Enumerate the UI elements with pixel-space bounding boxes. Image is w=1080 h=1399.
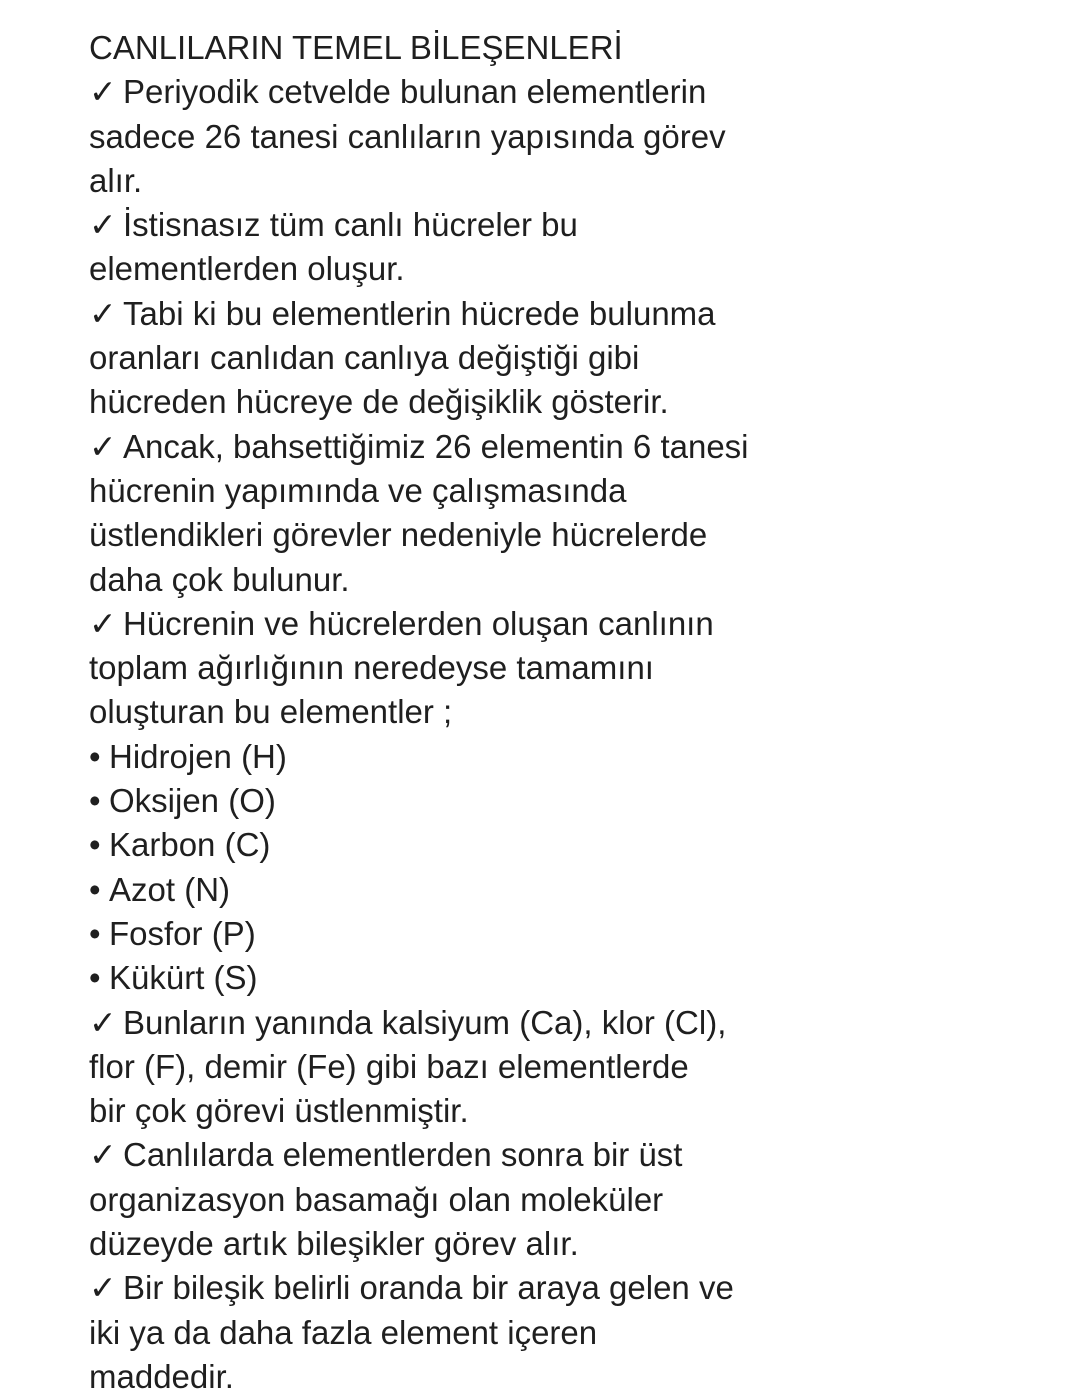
- bullet-icon: •: [89, 826, 101, 864]
- line-text: İstisnasız tüm canlı hücreler bu: [123, 206, 578, 244]
- bullet-item-line: [89, 868, 1049, 912]
- check-mark-icon: ✓: [89, 604, 117, 642]
- line-text: Fosfor (P): [109, 914, 256, 952]
- line-text: Hücrenin ve hücrelerden oluşan canlının: [123, 604, 714, 642]
- line-text: oranları canlıdan canlıya değiştiği gibi: [89, 339, 640, 377]
- document-body: [89, 26, 1049, 1399]
- line-text: flor (F), demir (Fe) gibi bazı elementlerde: [89, 1047, 689, 1085]
- bullet-item-line: [89, 912, 1049, 956]
- line-text: sadece 26 tanesi canlıların yapısında görev: [89, 117, 726, 155]
- bullet-item-line: [89, 823, 1049, 867]
- bullet-icon: •: [89, 914, 101, 952]
- check-item-line: [89, 70, 1049, 114]
- check-mark-icon: ✓: [89, 427, 117, 465]
- check-mark-icon: ✓: [89, 1269, 117, 1307]
- line-text: Oksijen (O): [109, 782, 276, 820]
- line-text: Canlılarda elementlerden sonra bir üst: [123, 1136, 683, 1174]
- text-line: [89, 159, 1049, 203]
- check-item-line: [89, 425, 1049, 469]
- bullet-item-line: [89, 779, 1049, 823]
- text-line: [89, 646, 1049, 690]
- check-item-line: [89, 1133, 1049, 1177]
- text-line: [89, 1178, 1049, 1222]
- line-text: hücrenin yapımında ve çalışmasında: [89, 471, 627, 509]
- line-text: Bunların yanında kalsiyum (Ca), klor (Cl),: [123, 1003, 727, 1041]
- line-text: üstlendikleri görevler nedeniyle hücrelerde: [89, 516, 708, 554]
- bullet-icon: •: [89, 782, 101, 820]
- check-mark-icon: ✓: [89, 206, 117, 244]
- text-line: [89, 1311, 1049, 1355]
- text-line: [89, 690, 1049, 734]
- check-mark-icon: ✓: [89, 1003, 117, 1041]
- check-item-line: [89, 1001, 1049, 1045]
- line-text: Ancak, bahsettiğimiz 26 elementin 6 tanesi: [123, 427, 749, 465]
- bullet-icon: •: [89, 959, 101, 997]
- bullet-icon: •: [89, 870, 101, 908]
- check-item-line: [89, 602, 1049, 646]
- line-text: oluşturan bu elementler ;: [89, 693, 453, 731]
- line-text: iki ya da daha fazla element içeren: [89, 1313, 598, 1351]
- document-lines: [89, 70, 1049, 1399]
- line-text: Tabi ki bu elementlerin hücrede bulunma: [123, 294, 716, 332]
- line-text: bir çok görevi üstlenmiştir.: [89, 1092, 469, 1130]
- line-text: toplam ağırlığının neredeyse tamamını: [89, 649, 654, 687]
- check-item-line: [89, 292, 1049, 336]
- text-line: [89, 1089, 1049, 1133]
- text-line: [89, 115, 1049, 159]
- text-line: [89, 1355, 1049, 1399]
- line-text: Kükürt (S): [109, 959, 258, 997]
- bullet-item-line: [89, 735, 1049, 779]
- text-line: [89, 380, 1049, 424]
- bullet-item-line: [89, 956, 1049, 1000]
- line-text: daha çok bulunur.: [89, 560, 350, 598]
- line-text: Periyodik cetvelde bulunan elementlerin: [123, 73, 707, 111]
- line-text: Karbon (C): [109, 826, 271, 864]
- text-line: [89, 469, 1049, 513]
- line-text: Hidrojen (H): [109, 737, 287, 775]
- check-mark-icon: ✓: [89, 73, 117, 111]
- document-title: CANLILARIN TEMEL BİLEŞENLERİ: [89, 29, 623, 66]
- text-line: [89, 558, 1049, 602]
- text-line: [89, 1222, 1049, 1266]
- line-text: düzeyde artık bileşikler görev alır.: [89, 1225, 579, 1263]
- line-text: elementlerden oluşur.: [89, 250, 405, 288]
- text-line: [89, 513, 1049, 557]
- text-line: [89, 1045, 1049, 1089]
- line-text: Azot (N): [109, 870, 231, 908]
- text-line: [89, 247, 1049, 291]
- check-item-line: [89, 203, 1049, 247]
- line-text: hücreden hücreye de değişiklik gösterir.: [89, 383, 669, 421]
- line-text: organizasyon basamağı olan moleküler: [89, 1180, 664, 1218]
- line-text: Bir bileşik belirli oranda bir araya gelen ve: [123, 1269, 734, 1307]
- check-mark-icon: ✓: [89, 294, 117, 332]
- bullet-icon: •: [89, 737, 101, 775]
- check-mark-icon: ✓: [89, 1136, 117, 1174]
- text-line: [89, 336, 1049, 380]
- line-text: maddedir.: [89, 1357, 234, 1395]
- line-text: alır.: [89, 161, 143, 199]
- check-item-line: [89, 1266, 1049, 1310]
